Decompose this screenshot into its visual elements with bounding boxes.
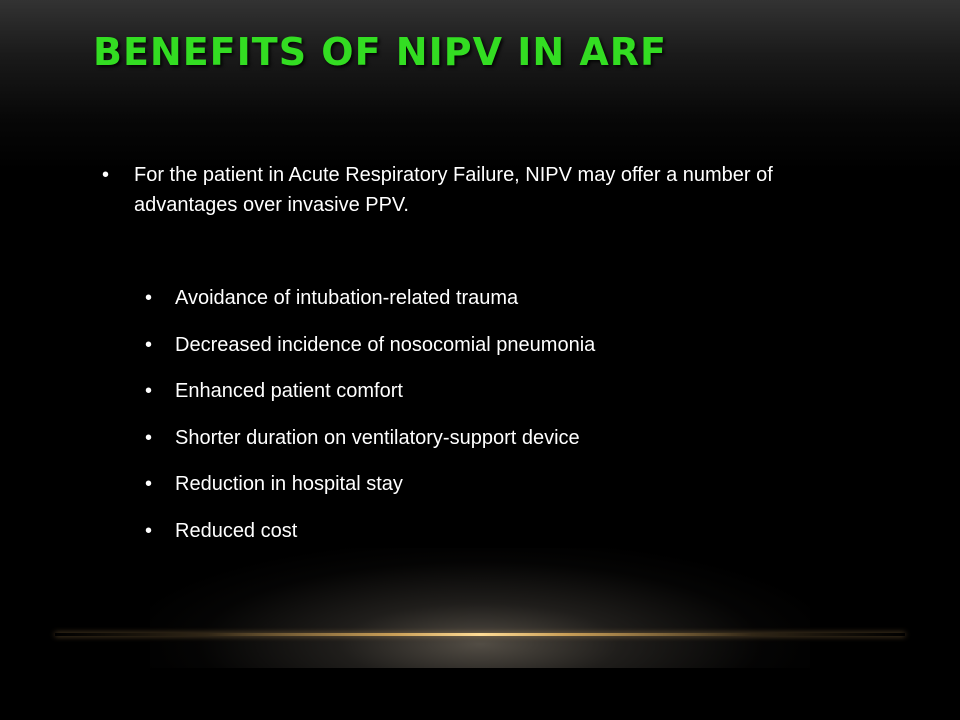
- list-item-text: Decreased incidence of nosocomial pneumonia: [175, 333, 596, 356]
- bottom-glow-decoration: [150, 548, 810, 668]
- list-item-text: Shorter duration on ventilatory-support device: [175, 426, 580, 449]
- list-item-text: Avoidance of intubation-related trauma: [175, 287, 519, 309]
- bullet-icon: •: [145, 287, 153, 309]
- bullet-icon: •: [145, 519, 153, 542]
- bullet-icon: •: [145, 333, 153, 356]
- main-bullet-text: For the patient in Acute Respiratory Failure, NIPV may offer a number of advantages over invasive PPV.: [134, 164, 773, 216]
- bullet-icon: •: [145, 426, 153, 449]
- bottom-accent-line: [55, 633, 905, 636]
- list-item-text: Reduced cost: [175, 519, 298, 542]
- bullet-icon: •: [145, 473, 153, 496]
- slide-title: BENEFITS OF NIPV IN ARF: [93, 30, 668, 74]
- list-item-text: Reduction in hospital stay: [175, 473, 403, 496]
- list-item-text: Enhanced patient comfort: [175, 380, 403, 403]
- bullet-icon: •: [145, 380, 153, 403]
- bullet-icon: •: [102, 164, 110, 186]
